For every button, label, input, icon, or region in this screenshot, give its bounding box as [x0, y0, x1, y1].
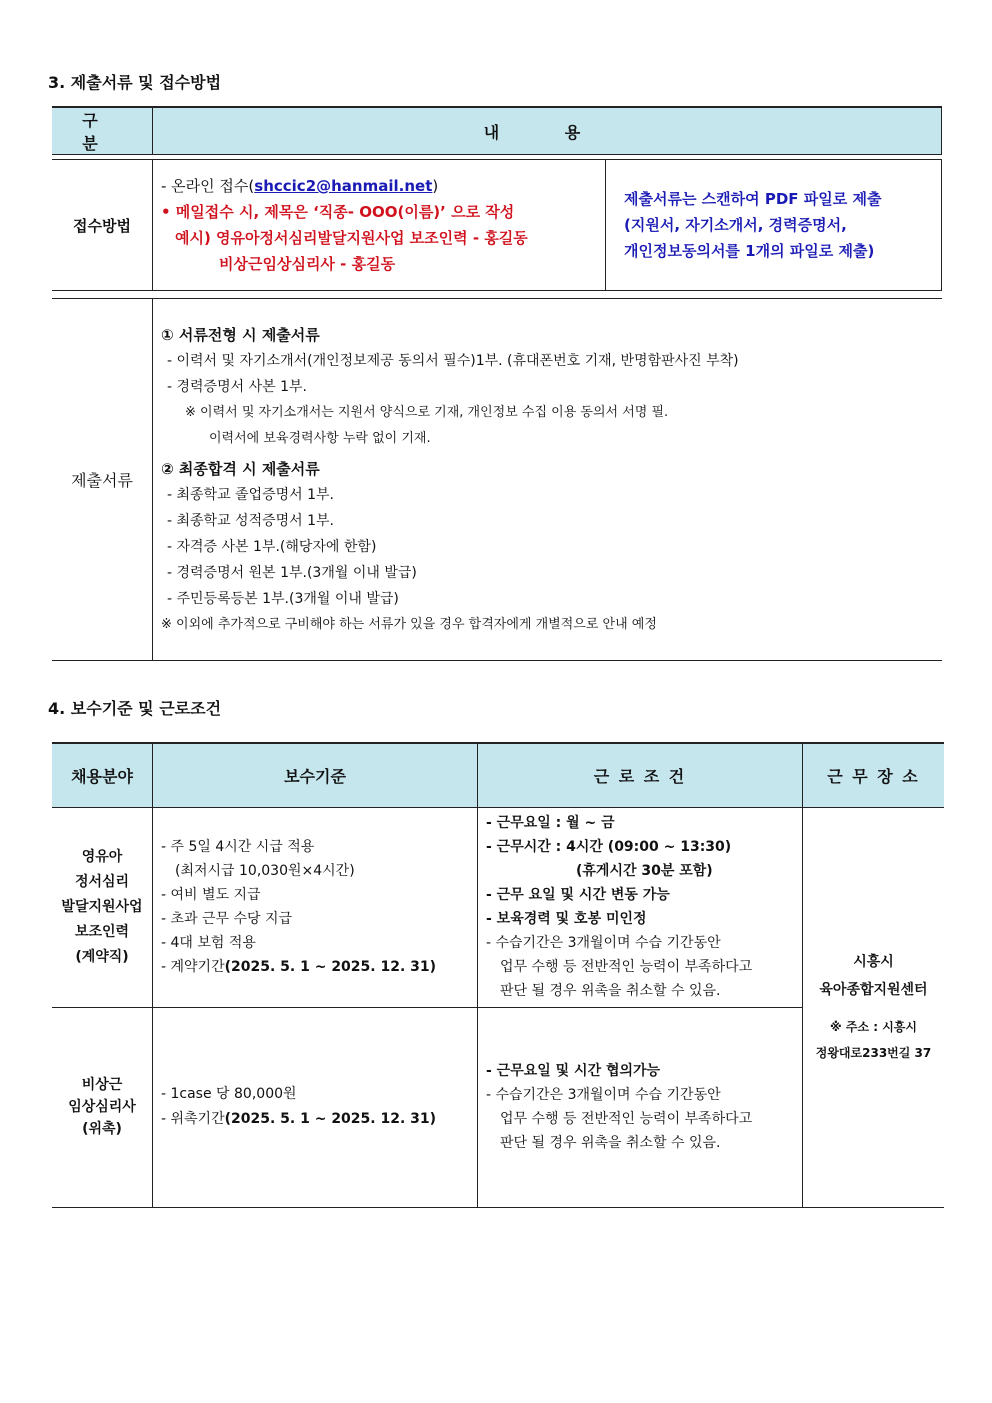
docs-item: - 주민등록등본 1부.(3개월 이내 발급): [167, 590, 399, 607]
method-line-online: - 온라인 접수(shccic2@hanmail.net): [161, 177, 439, 195]
docs-note: 이력서에 보육경력사항 누락 없이 기재.: [209, 430, 431, 446]
field-row2: 비상근 임상심리사 (위촉): [52, 1007, 153, 1207]
header-place: 근 무 장 소: [803, 743, 945, 807]
docs-head-final: ② 최종합격 시 제출서류: [161, 459, 320, 478]
conditions-row1: - 근무요일 : 월 ~ 금 - 근무시간 : 4시간 (09:00 ~ 13:30) (휴게시간 30분 포함) - 근무 요일 및 시간 변동 가능 - 보육경력 및 호봉 미인정 - 수습기간은 3개월이며 수습 기간동안 업무 수행 등 전반적인 능력이 부족하다고 판단 될 경우 위촉을 취소할 수 있음.: [478, 807, 803, 1007]
method-line-example2: 비상근임상심리사 - 홍길동: [219, 255, 396, 273]
header-conditions: 근 로 조 건: [478, 743, 803, 807]
field-row1: 영유아 정서심리 발달지원사업 보조인력 (계약직): [52, 807, 153, 1007]
docs-note: ※ 이외에 추가적으로 구비해야 하는 서류가 있을 경우 합격자에게 개별적으로 안내 예정: [161, 616, 657, 632]
method-label: 접수방법: [52, 160, 153, 291]
pay-row2: - 1case 당 80,000원 - 위촉기간(2025. 5. 1 ~ 2025. 12. 31): [153, 1007, 478, 1207]
method-line-subject: • 메일접수 시, 제목은 ‘직종- OOO(이름)’ 으로 작성: [161, 203, 515, 221]
docs-head-first: ① 서류전형 시 제출서류: [161, 325, 320, 344]
docs-content: [153, 299, 942, 661]
work-place: 시흥시 육아종합지원센터 ※ 주소 : 시흥시 정왕대로233번길 37: [803, 807, 945, 1207]
header-field: 채용분야: [52, 743, 153, 807]
method-note: 제출서류는 스캔하여 PDF 파일로 제출 (지원서, 자기소개서, 경력증명서, 개인정보동의서를 1개의 파일로 제출): [606, 160, 942, 291]
docs-item: - 이력서 및 자기소개서(개인정보제공 동의서 필수)1부. (휴대폰번호 기재, 반명함판사진 부착): [167, 352, 739, 369]
docs-item: - 최종학교 성적증명서 1부.: [167, 512, 334, 529]
section3-title: 3. 제출서류 및 접수방법: [48, 73, 222, 92]
docs-label: 제출서류: [52, 299, 153, 661]
submission-table: [52, 106, 942, 661]
docs-item: - 경력증명서 사본 1부.: [167, 378, 307, 395]
header-content: 내 용: [153, 107, 942, 155]
docs-item: - 최종학교 졸업증명서 1부.: [167, 486, 334, 503]
header-pay: 보수기준: [153, 743, 478, 807]
salary-table: [52, 742, 944, 1208]
docs-note: ※ 이력서 및 자기소개서는 지원서 양식으로 기재, 개인정보 수집 이용 동의서 서명 필.: [185, 404, 669, 420]
section4-title: 4. 보수기준 및 근로조건: [48, 699, 222, 718]
email-link[interactable]: shccic2@hanmail.net: [254, 177, 433, 195]
method-content: [153, 160, 606, 291]
conditions-row2: - 근무요일 및 시간 협의가능 - 수습기간은 3개월이며 수습 기간동안 업무 수행 등 전반적인 능력이 부족하다고 판단 될 경우 위촉을 취소할 수 있음.: [478, 1007, 803, 1207]
docs-item: - 경력증명서 원본 1부.(3개월 이내 발급): [167, 564, 417, 581]
pay-row1: - 주 5일 4시간 시급 적용 (최저시급 10,030원×4시간) - 여비 별도 지급 - 초과 근무 수당 지급 - 4대 보험 적용 - 계약기간(2025. 5. 1 ~ 2025. 12. 31): [153, 807, 478, 1007]
docs-item: - 자격증 사본 1부.(해당자에 한함): [167, 538, 377, 555]
method-line-example: 예시) 영유아정서심리발달지원사업 보조인력 - 홍길동: [175, 229, 528, 247]
header-category: 구 분: [52, 107, 153, 155]
